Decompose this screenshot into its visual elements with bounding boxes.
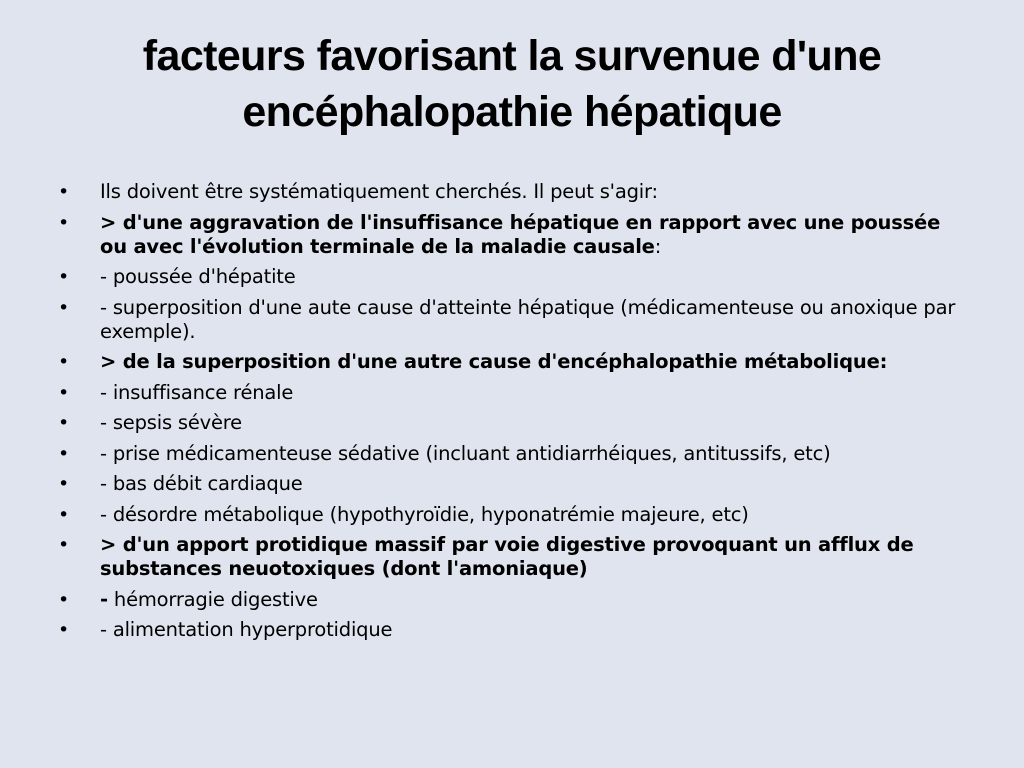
bullet-icon: •	[58, 619, 70, 641]
bullet-icon: •	[58, 588, 70, 611]
title-line-1: facteurs favorisant la survenue d'une	[142, 32, 882, 80]
bullet-icon: •	[58, 534, 70, 556]
bullet-list	[0, 180, 1024, 649]
list-item	[0, 411, 1024, 435]
item-bold-text: > de la superposition d'une autre cause d'encéphalopathie métabolique:	[100, 350, 888, 373]
list-item	[0, 533, 1024, 581]
bullet-icon: •	[58, 412, 70, 434]
list-item	[0, 180, 1024, 204]
item-text: - prise médicamenteuse sédative (incluant antidiarrhéiques, antitussifs, etc)	[100, 441, 831, 465]
item-text: - poussée d'hépatite	[100, 265, 296, 288]
item-text: - alimentation hyperprotidique	[100, 618, 393, 641]
list-item	[0, 350, 1024, 374]
item-text: - sepsis sévère	[100, 411, 242, 434]
item-bold-text: > d'une aggravation de l'insuffisance hépatique en rapport avec une poussée ou avec l'évolution terminale de la maladie causale	[100, 210, 941, 258]
item-text: Ils doivent être systématiquement cherchés. Il peut s'agir:	[100, 180, 658, 203]
title-line-2: encéphalopathie hépatique	[242, 88, 782, 136]
item-text: hémorragie digestive	[107, 587, 318, 611]
item-text: - superposition d'une aute cause d'atteinte hépatique (médicamenteuse ou anoxique par exemple).	[100, 295, 956, 343]
item-bold-text: -	[100, 587, 108, 611]
list-item	[0, 503, 1024, 527]
list-item	[0, 442, 1024, 466]
item-text: - insuffisance rénale	[100, 380, 294, 404]
bullet-icon: •	[58, 266, 70, 288]
bullet-icon: •	[58, 296, 70, 319]
bullet-icon: •	[58, 211, 70, 234]
item-text: - désordre métabolique (hypothyroïdie, hyponatrémie majeure, etc)	[100, 502, 749, 526]
bullet-icon: •	[58, 503, 70, 526]
list-item	[0, 588, 1024, 612]
bullet-icon: •	[58, 473, 70, 495]
bullet-icon: •	[58, 351, 70, 373]
bullet-icon: •	[58, 181, 70, 203]
list-item	[0, 296, 1024, 344]
slide-title	[0, 28, 1024, 140]
bullet-icon: •	[58, 442, 70, 465]
item-text: - bas débit cardiaque	[100, 472, 303, 495]
item-text: :	[654, 234, 662, 258]
bullet-icon: •	[58, 381, 70, 404]
list-item	[0, 265, 1024, 289]
list-item	[0, 381, 1024, 405]
list-item	[0, 472, 1024, 496]
item-bold-text: > d'un apport protidique massif par voie digestive provoquant un afflux de substances neuotoxiques (dont l'amoniaque)	[100, 533, 914, 580]
list-item	[0, 211, 1024, 259]
list-item	[0, 618, 1024, 642]
